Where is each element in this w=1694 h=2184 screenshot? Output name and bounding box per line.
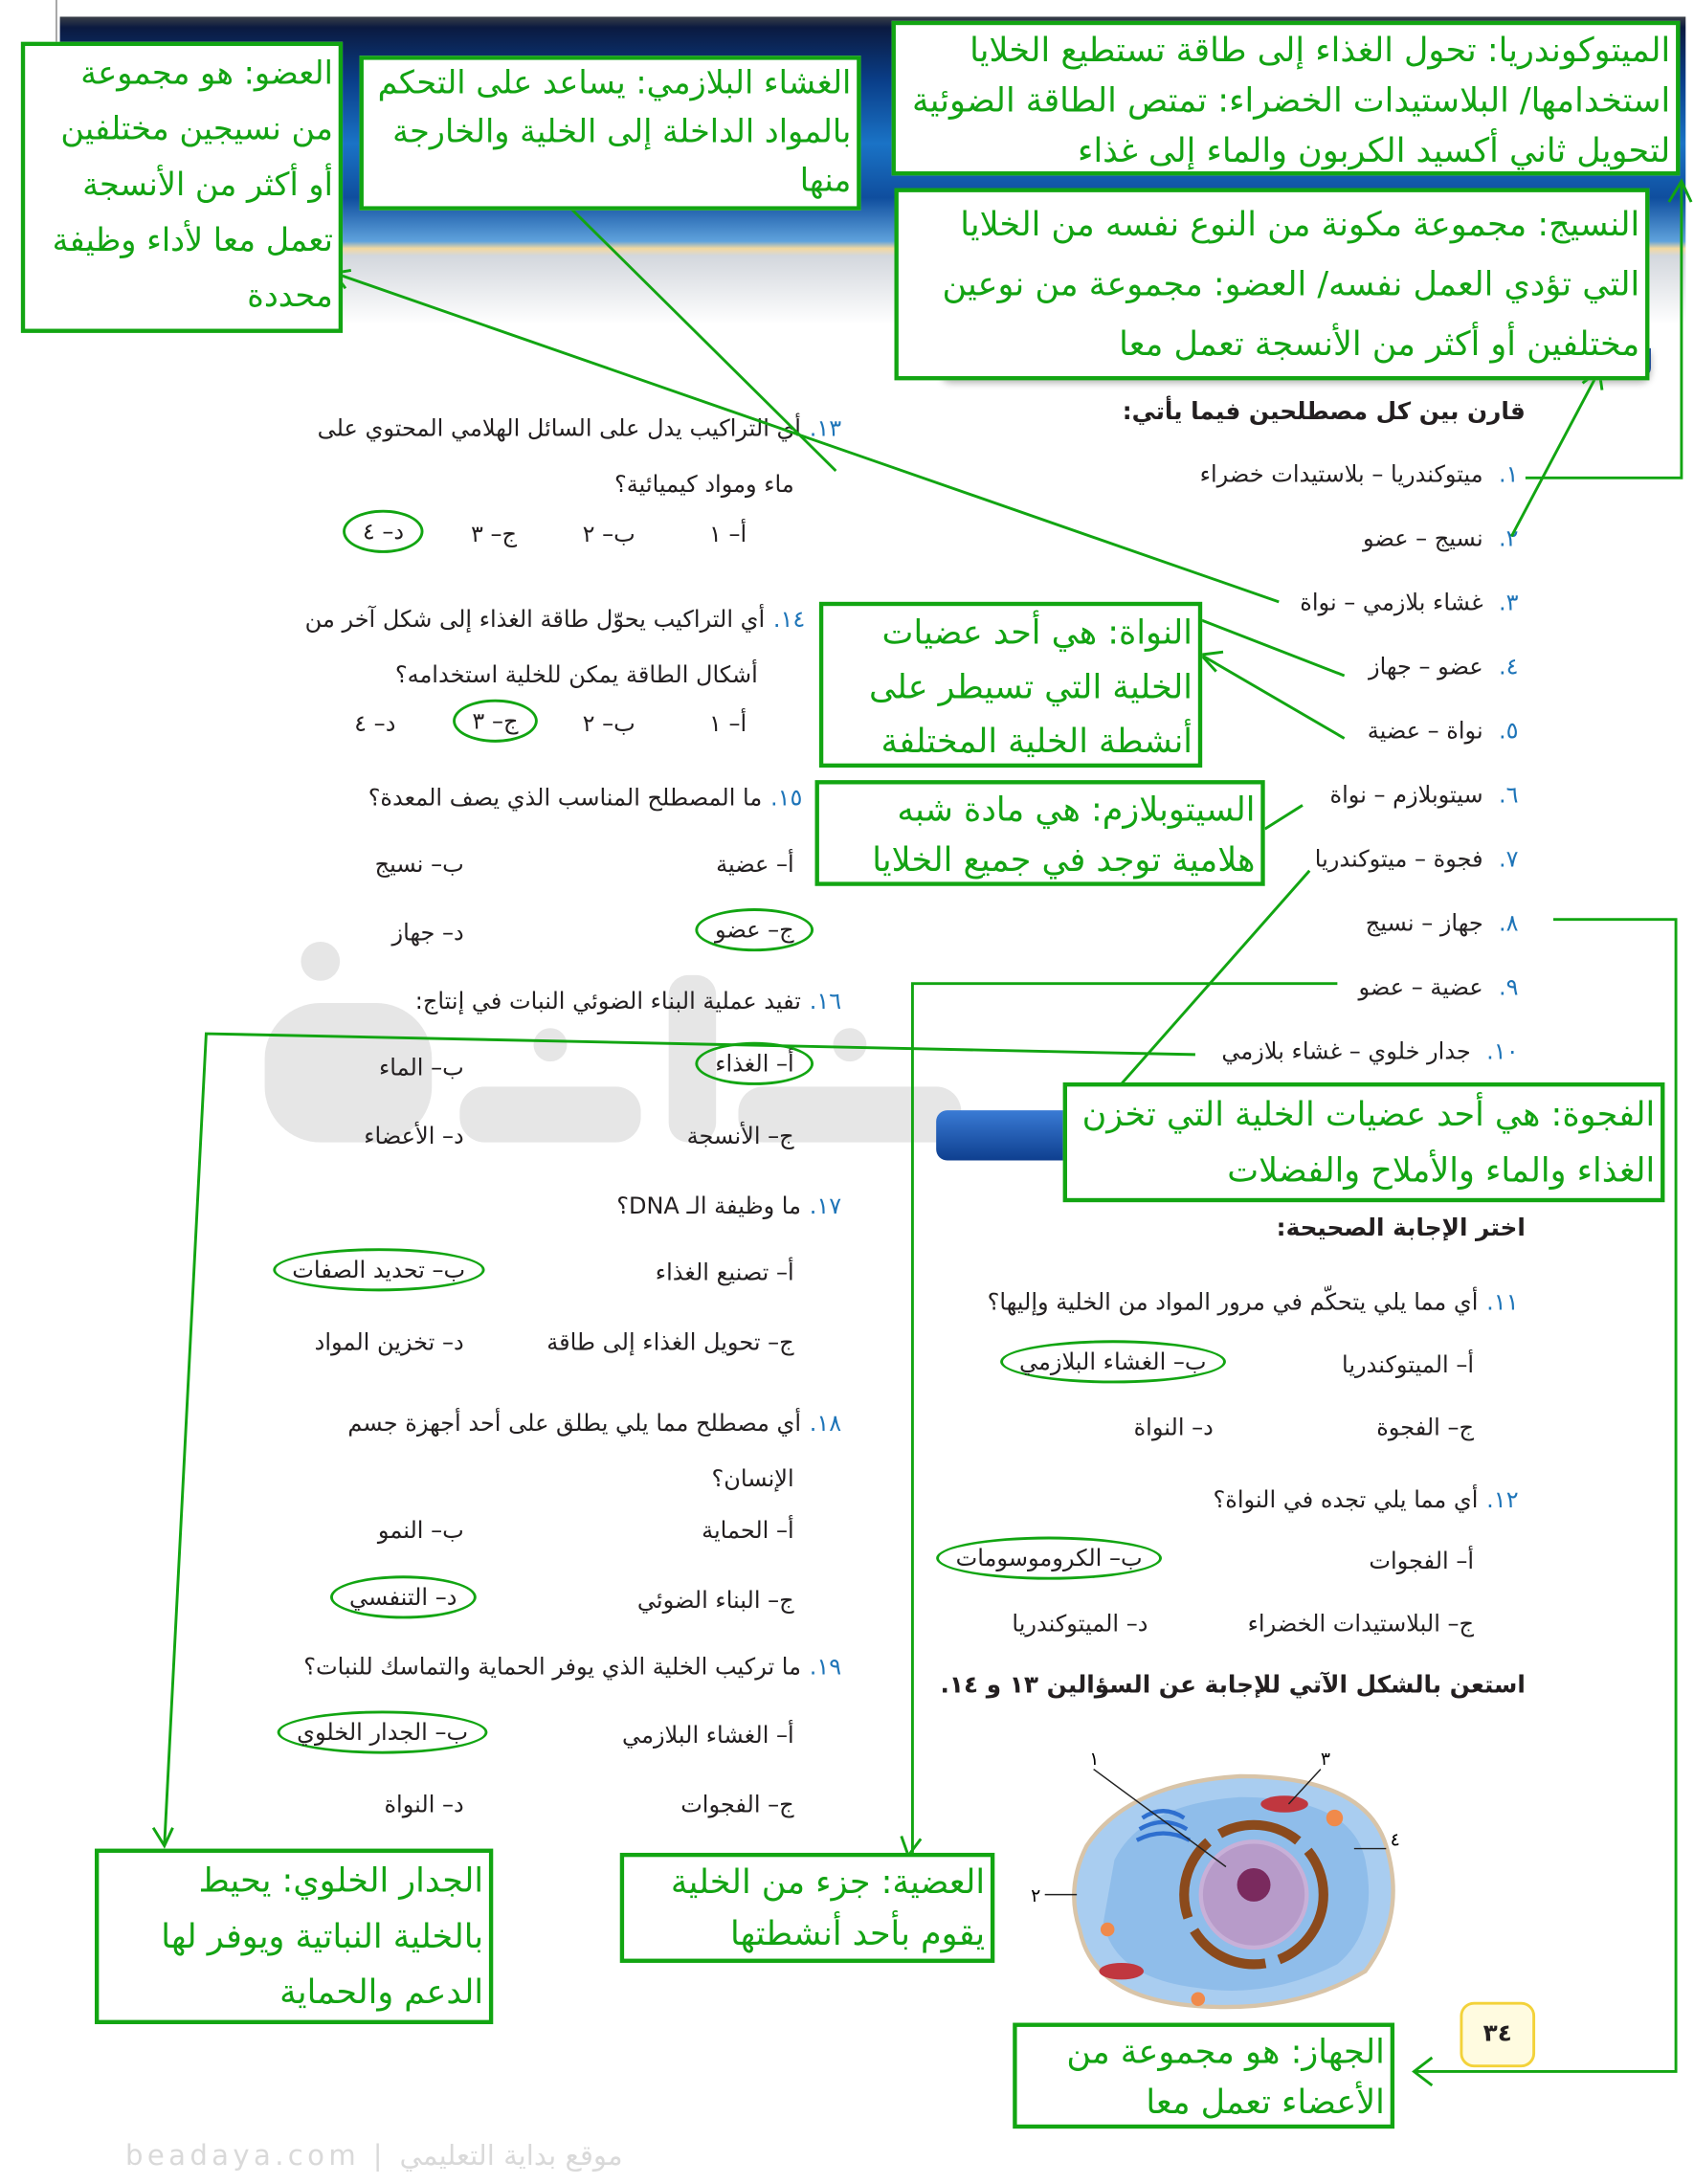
figure-intro: استعن بالشكل الآتي للإجابة عن السؤالين ١٣ و ١٤. — [940, 1671, 1526, 1700]
item-text: نواة – عضية — [1367, 717, 1483, 745]
option-b[interactable]: ب– الماء — [378, 1054, 464, 1081]
option-c[interactable]: ج– الفجوة — [1376, 1414, 1475, 1441]
option-a[interactable]: أ– الحماية — [702, 1517, 794, 1544]
option-d-selected[interactable]: د– التنفسي — [330, 1575, 477, 1618]
item-text: عضو – جهاز — [1368, 653, 1483, 680]
option-a[interactable]: أ– ١ — [708, 521, 747, 548]
question-number: ١٤. — [772, 606, 806, 633]
option-d[interactable]: د– الأعضاء — [364, 1123, 464, 1149]
question-number: ١٩. — [809, 1653, 842, 1681]
item-text: جهاز – نسيج — [1365, 909, 1483, 937]
option-b-selected[interactable]: ب– تحديد الصفات — [273, 1248, 485, 1291]
question-text: أي مما يلي يتحكّم في مرور المواد من الخلية وإليها؟ — [987, 1288, 1479, 1316]
item-number: ١. — [1499, 460, 1519, 488]
option-d[interactable]: د– النواة — [1133, 1414, 1214, 1441]
page-number: ٣٤ — [1460, 2002, 1535, 2067]
label-2: ٢ — [1031, 1884, 1041, 1906]
mitochondria-note: الميتوكوندريا: تحول الغذاء إلى طاقة تستطيع الخلايا استخدامها/ البلاستيدات الخضراء: تمتص الطاقة الضوئية لتحويل ثاني أكسيد الكربون والماء إلى غذاء — [892, 21, 1681, 176]
item-number: ١٠. — [1486, 1037, 1519, 1065]
question-number: ١٣. — [809, 414, 842, 442]
choose-heading: اختر الإجابة الصحيحة: — [1276, 1215, 1526, 1243]
compare-heading: قارن بين كل مصطلحين فيما يأتي: — [1122, 398, 1526, 427]
cytoplasm-note: السيتوبلازم: هي مادة شبه هلامية توجد في جميع الخلايا — [815, 780, 1265, 886]
question-text: ما تركيب الخلية الذي يوفر الحماية والتماسك للنبات؟ — [303, 1653, 801, 1681]
nucleus-note: النواة: هي أحد عضيات الخلية التي تسيطر على أنشطة الخلية المختلفة — [819, 602, 1202, 768]
item-number: ٨. — [1499, 909, 1519, 937]
connector-2 — [1511, 370, 1599, 536]
item-number: ٣. — [1499, 589, 1519, 616]
option-c[interactable]: ج– البناء الضوئي — [636, 1586, 794, 1614]
option-a[interactable]: أ– ١ — [708, 710, 747, 738]
label-4: ٤ — [1390, 1829, 1400, 1851]
system-note: الجهاز: هو مجموعة من الأعضاء تعمل معا — [1013, 2023, 1394, 2129]
question-number: ١١. — [1486, 1288, 1519, 1316]
item-text: سيتوبلازم – نواة — [1329, 781, 1483, 809]
watermark-site: beadaya.com | موقع بداية التعليمي — [125, 2138, 623, 2173]
question-text: الإنسان؟ — [711, 1465, 794, 1492]
option-c[interactable]: ج– الأنسجة — [686, 1123, 794, 1149]
question-text: أي مصطلح مما يلي يطلق على أحد أجهزة جسم — [347, 1410, 801, 1437]
connector-10 — [165, 1034, 1195, 1846]
option-c[interactable]: ج– ٣ — [470, 521, 518, 548]
organ-note: العضو: هو مجموعة من نسيجين مختلفين أو أكثر من الأنسجة تعمل معا لأداء وظيفة محددة — [21, 42, 343, 333]
option-c-selected[interactable]: ج– عضو — [696, 908, 814, 951]
option-b[interactable]: ب– نسيج — [374, 851, 464, 879]
option-d[interactable]: د– النواة — [384, 1791, 464, 1818]
option-b[interactable]: ب– النمو — [377, 1517, 464, 1544]
question-text: ما وظيفة الـ DNA؟ — [616, 1192, 801, 1219]
option-d[interactable]: د– جهاز — [391, 919, 464, 947]
tissue-note: النسيج: مجموعة مكونة من النوع نفسه من الخلايا التي تؤدي العمل نفسه/ العضو: مجموعة من نوعين مختلفين أو أكثر من الأنسجة تعمل معا — [894, 189, 1649, 381]
question-text: أشكال الطاقة يمكن للخلية استخدامه؟ — [394, 661, 758, 689]
option-b[interactable]: ب– ٢ — [582, 710, 635, 738]
item-number: ٧. — [1499, 845, 1519, 873]
option-a[interactable]: أ– الفجوات — [1369, 1548, 1475, 1574]
option-a-selected[interactable]: أ– الغذاء — [696, 1042, 814, 1085]
option-b-selected[interactable]: ب– الغشاء البلازمي — [1000, 1340, 1226, 1383]
question-number: ١٢. — [1486, 1486, 1519, 1513]
option-a[interactable]: أ– عضية — [716, 851, 794, 879]
option-d[interactable]: د– الميتوكندريا — [1012, 1610, 1148, 1638]
option-a[interactable]: أ– تصنيع الغذاء — [655, 1259, 794, 1286]
option-a[interactable]: أ– الميتوكندريا — [1342, 1350, 1475, 1378]
connector-6 — [1265, 805, 1303, 829]
label-1: ١ — [1089, 1749, 1100, 1771]
option-a[interactable]: أ– الغشاء البلازمي — [622, 1722, 794, 1749]
item-number: ٩. — [1499, 973, 1519, 1001]
option-d-selected[interactable]: د– ٤ — [343, 510, 423, 553]
option-b[interactable]: ب– ٢ — [582, 521, 635, 548]
question-text: أي التراكيب يحوّل طاقة الغذاء إلى شكل آخر من — [304, 606, 766, 633]
question-text: أي مما يلي تجده في النواة؟ — [1213, 1486, 1479, 1513]
item-number: ٢. — [1499, 524, 1519, 552]
question-text: أي التراكيب يدل على السائل الهلامي المحتوي على — [317, 414, 801, 442]
option-c[interactable]: ج– البلاستيدات الخضراء — [1247, 1610, 1475, 1638]
item-text: نسيج – عضو — [1362, 524, 1483, 552]
label-3: ٣ — [1320, 1749, 1331, 1771]
question-number: ١٧. — [809, 1192, 842, 1219]
question-number: ١٥. — [769, 784, 803, 812]
question-text: ما المصطلح المناسب الذي يصف المعدة؟ — [368, 784, 763, 812]
item-text: ميتوكندريا – بلاستيدات خضراء — [1199, 460, 1483, 488]
option-c-selected[interactable]: ج– ٣ — [453, 700, 538, 743]
item-text: جدار خلوي – غشاء بلازمي — [1221, 1037, 1471, 1065]
item-number: ٥. — [1499, 717, 1519, 745]
option-b-selected[interactable]: ب– الكروموسومات — [936, 1537, 1162, 1580]
item-number: ٤. — [1499, 653, 1519, 680]
plasma-membrane-note: الغشاء البلازمي: يساعد على التحكم بالمواد الداخلة إلى الخلية والخارجة منها — [360, 56, 861, 211]
option-d[interactable]: د– تخزين المواد — [314, 1328, 464, 1356]
option-d[interactable]: د– ٤ — [354, 710, 396, 738]
item-text: فجوة – ميتوكندريا — [1314, 845, 1483, 873]
connector-7 — [1101, 871, 1309, 1107]
option-c[interactable]: ج– تحويل الغذاء إلى طاقة — [546, 1328, 794, 1356]
question-number: ١٨. — [809, 1410, 842, 1437]
item-text: عضية – عضو — [1358, 973, 1483, 1001]
connector-membrane — [541, 178, 836, 471]
vacuole-note: الفجوة: هي أحد عضيات الخلية التي تخزن الغذاء والماء والأملاح والفضلات — [1063, 1082, 1665, 1202]
option-c[interactable]: ج– الفجوات — [680, 1791, 794, 1818]
question-text: تفيد عملية البناء الضوئي النبات في إنتاج: — [414, 988, 801, 1014]
question-number: ١٦. — [809, 988, 842, 1014]
cell-wall-note: الجدار الخلوي: يحيط بالخلية النباتية ويوفر لها الدعم والحماية — [95, 1849, 493, 2024]
option-b-selected[interactable]: ب– الجدار الخلوي — [278, 1710, 488, 1753]
organelle-note: العضية: جزء من الخلية يقوم بأحد أنشطتها — [620, 1853, 995, 1963]
item-text: غشاء بلازمي – نواة — [1300, 589, 1483, 616]
item-number: ٦. — [1499, 781, 1519, 809]
question-text: ماء ومواد كيميائية؟ — [614, 470, 794, 498]
